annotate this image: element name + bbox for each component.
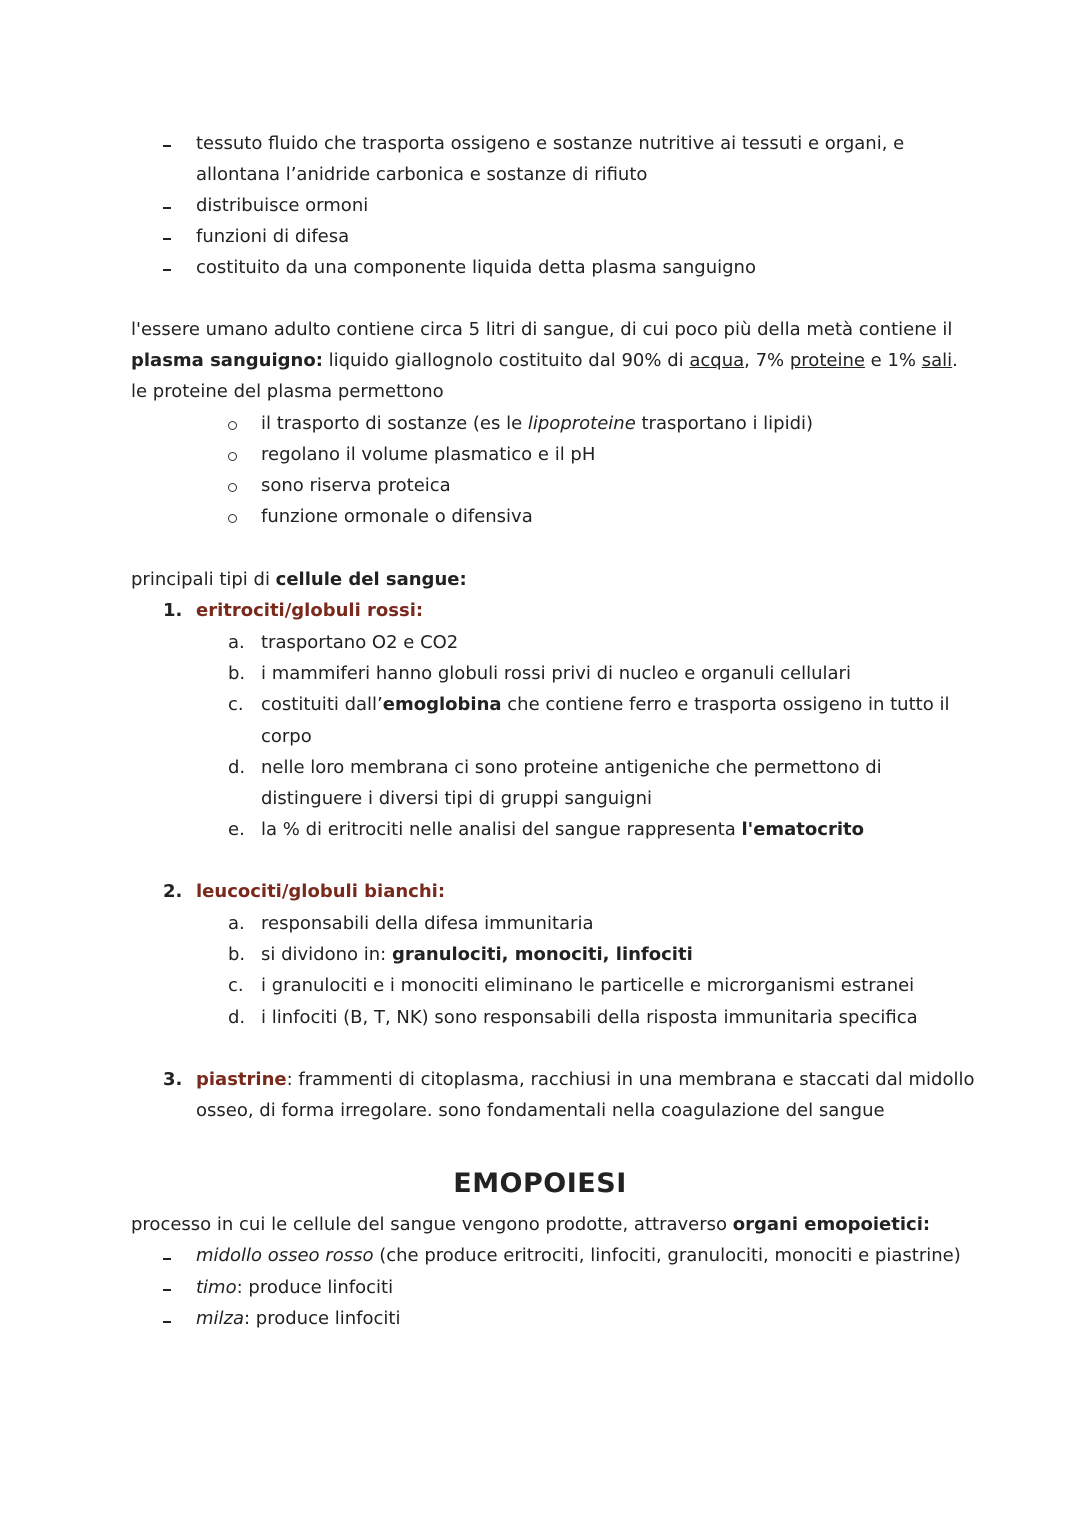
intro-bullet-1-cont: allontana l’anidride carbonica e sostanze di rifiuto — [196, 164, 648, 185]
sub-text: trasportano i lipidi) — [635, 413, 814, 434]
erythrocytes-d: nelle loro membrana ci sono proteine antigeniche che permettono di — [261, 757, 882, 778]
circle-bullet — [228, 514, 237, 523]
emoglobina-term: emoglobina — [382, 694, 502, 715]
organ-name: milza — [196, 1308, 245, 1329]
sali-term: sali — [921, 350, 953, 371]
intro-bullet-4: costituito da una componente liquida detta plasma sanguigno — [196, 257, 756, 278]
bullet-dash — [163, 238, 171, 240]
bullet-dash — [163, 145, 171, 147]
intro-bullet-2: distribuisce ormoni — [196, 195, 369, 216]
emopoiesi-intro — [131, 1214, 930, 1236]
leukocyte-types: granulociti, monociti, linfociti — [391, 944, 693, 965]
cells-intro-term: cellule del sangue: — [275, 569, 467, 590]
organs-term: organi emopoietici: — [732, 1214, 931, 1235]
list-letter: d. — [228, 1007, 246, 1028]
intro-bullet-3: funzioni di difesa — [196, 226, 350, 247]
platelets-text: : frammenti di citoplasma, racchiusi in una membrana e staccati dal midollo — [286, 1069, 975, 1090]
leukocytes-c: i granulociti e i monociti eliminano le particelle e microrganismi estranei — [261, 975, 915, 996]
plasma-line-3: le proteine del plasma permettono — [131, 381, 444, 402]
leukocytes-a: responsabili della difesa immunitaria — [261, 913, 594, 934]
ematocrito-term: l'ematocrito — [741, 819, 864, 840]
erythrocytes-c — [261, 694, 949, 716]
plasma-term: plasma sanguigno: — [131, 350, 323, 371]
cells-intro-text: principali tipi di — [131, 569, 276, 590]
item-text: che contiene ferro e trasporta ossigeno in tutto il — [501, 694, 950, 715]
erythrocytes-b: i mammiferi hanno globuli rossi privi di nucleo e organuli cellulari — [261, 663, 851, 684]
list-letter: e. — [228, 819, 245, 840]
leukocytes-heading: leucociti/globuli bianchi: — [196, 881, 446, 902]
erythrocytes-a: trasportano O2 e CO2 — [261, 632, 459, 653]
proteine-term: proteine — [789, 350, 865, 371]
list-letter: a. — [228, 913, 245, 934]
leukocytes-d: i linfociti (B, T, NK) sono responsabili della risposta immunitaria specifica — [261, 1007, 918, 1028]
platelets-line-2: osseo, di forma irregolare. sono fondamentali nella coagulazione del sangue — [196, 1100, 885, 1121]
organ-name: midollo osseo rosso — [196, 1245, 374, 1266]
plasma-text: liquido giallognolo costituito dal 90% di — [322, 350, 690, 371]
erythrocytes-e — [261, 819, 864, 841]
plasma-line-1: l'essere umano adulto contiene circa 5 litri di sangue, di cui poco più della metà contiene il — [131, 319, 953, 340]
organ-2 — [196, 1277, 393, 1299]
bullet-dash — [163, 1321, 171, 1323]
leukocytes-b — [261, 944, 693, 966]
list-letter: c. — [228, 975, 244, 996]
organ-1 — [196, 1245, 961, 1267]
acqua-term: acqua — [689, 350, 745, 371]
plasma-line-2 — [131, 350, 958, 372]
erythrocytes-c-cont: corpo — [261, 726, 312, 747]
bullet-dash — [163, 1289, 171, 1291]
list-number: 1. — [163, 600, 183, 621]
organ-text: (che produce eritrociti, linfociti, granulociti, monociti e piastrine) — [373, 1245, 961, 1266]
plasma-sub-3: sono riserva proteica — [261, 475, 451, 496]
platelets-heading: piastrine — [196, 1069, 287, 1090]
cells-intro — [131, 569, 467, 591]
plasma-text: , 7% — [744, 350, 790, 371]
platelets-line-1 — [196, 1069, 974, 1091]
plasma-text: e 1% — [864, 350, 922, 371]
list-letter: c. — [228, 694, 244, 715]
list-letter: b. — [228, 944, 246, 965]
plasma-sub-1 — [261, 413, 813, 435]
lipoproteine-term: lipoproteine — [527, 413, 636, 434]
circle-bullet — [228, 452, 237, 461]
erythrocytes-d-cont: distinguere i diversi tipi di gruppi sanguigni — [261, 788, 653, 809]
bullet-dash — [163, 1258, 171, 1260]
item-text: costituiti dall’ — [261, 694, 383, 715]
organ-text: : produce linfociti — [244, 1308, 401, 1329]
plasma-sub-4: funzione ormonale o difensiva — [261, 506, 533, 527]
organ-name: timo — [196, 1277, 237, 1298]
list-letter: a. — [228, 632, 245, 653]
circle-bullet — [228, 421, 237, 430]
list-number: 3. — [163, 1069, 183, 1090]
list-number: 2. — [163, 881, 183, 902]
bullet-dash — [163, 207, 171, 209]
bullet-dash — [163, 269, 171, 271]
plasma-sub-2: regolano il volume plasmatico e il pH — [261, 444, 596, 465]
organ-3 — [196, 1308, 401, 1330]
circle-bullet — [228, 483, 237, 492]
intro-bullet-1: tessuto fluido che trasporta ossigeno e sostanze nutritive ai tessuti e organi, e — [196, 133, 905, 154]
emopoiesi-text: processo in cui le cellule del sangue vengono prodotte, attraverso — [131, 1214, 733, 1235]
list-letter: d. — [228, 757, 246, 778]
erythrocytes-heading: eritrociti/globuli rossi: — [196, 600, 424, 621]
sub-text: il trasporto di sostanze (es le — [261, 413, 528, 434]
organ-text: : produce linfociti — [236, 1277, 394, 1298]
item-text: si dividono in: — [261, 944, 392, 965]
plasma-text: . — [952, 350, 958, 371]
item-text: la % di eritrociti nelle analisi del sangue rappresenta — [261, 819, 742, 840]
list-letter: b. — [228, 663, 246, 684]
section-title: EMOPOIESI — [453, 1168, 627, 1199]
